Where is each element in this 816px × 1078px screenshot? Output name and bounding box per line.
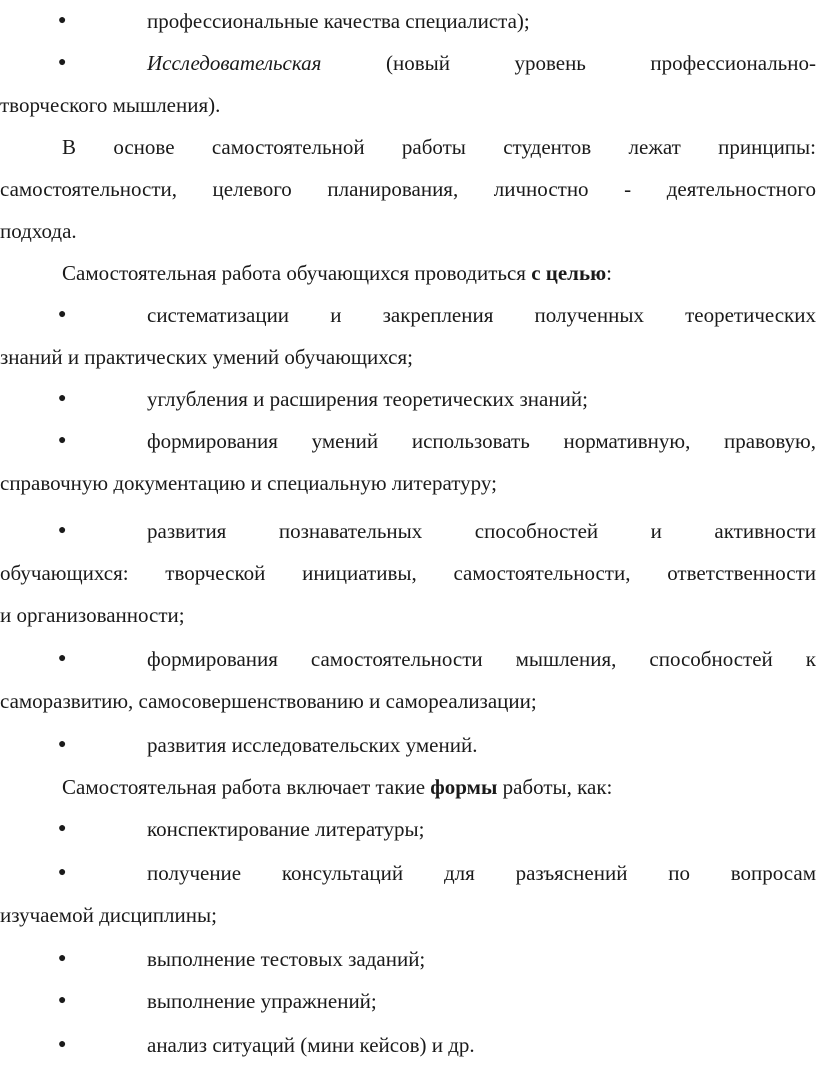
list-item [0, 852, 816, 894]
continuation-text: творческого мышления). [0, 93, 221, 117]
list-item-text: выполнение упражнений; [147, 989, 377, 1013]
list-item [0, 724, 816, 766]
list-item-text: профессиональные качества специалиста); [147, 9, 530, 33]
list-item [0, 0, 816, 42]
bold-term: с целью [531, 261, 607, 285]
list-item-text-rest: (новый уровень профессионально- [321, 51, 816, 75]
paragraph-line [0, 680, 816, 722]
continuation-text: справочную документацию и специальную литературу; [0, 471, 497, 495]
list-item-text: конспектирование литературы; [147, 817, 425, 841]
paragraph-line [0, 168, 816, 210]
paragraph-line [0, 210, 816, 252]
paragraph-line [0, 552, 816, 594]
list-item-text: углубления и расширения теоретических знаний; [147, 387, 588, 411]
list-item-text: получение консультаций для разъяснений по вопросам [147, 861, 816, 885]
list-item-text [147, 42, 816, 84]
paragraph-line [0, 462, 816, 504]
paragraph-line [0, 894, 816, 936]
paragraph-line [0, 594, 816, 636]
paragraph-line [0, 336, 816, 378]
list-item [0, 1024, 816, 1066]
italic-term: Исследовательская [147, 51, 322, 75]
paragraph-line [0, 766, 816, 808]
continuation-text: изучаемой дисциплины; [0, 903, 217, 927]
bold-term: формы [430, 775, 498, 799]
continuation-text: саморазвитию, самосовершенствованию и самореализации; [0, 689, 537, 713]
list-item [0, 420, 816, 462]
continuation-text: обучающихся: творческой инициативы, самостоятельности, ответственности [0, 561, 816, 585]
list-item-text: формирования самостоятельности мышления, способностей к [147, 647, 816, 671]
bullet-icon [58, 808, 66, 850]
paragraph-text-part: Самостоятельная работа включает такие [62, 775, 431, 799]
list-item [0, 378, 816, 420]
continuation-text: знаний и практических умений обучающихся; [0, 345, 413, 369]
bullet-icon [58, 0, 66, 42]
bullet-icon [58, 510, 66, 552]
list-item [0, 294, 816, 336]
paragraph-line [0, 252, 816, 294]
bullet-icon [58, 294, 66, 336]
paragraph-line [0, 126, 816, 168]
list-item-text: выполнение тестовых заданий; [147, 947, 426, 971]
list-item-text: формирования умений использовать нормативную, правовую, [147, 429, 816, 453]
paragraph-text [62, 766, 816, 808]
paragraph-line [0, 84, 816, 126]
bullet-icon [58, 724, 66, 766]
list-item [0, 638, 816, 680]
list-item [0, 980, 816, 1022]
list-item [0, 938, 816, 980]
bullet-icon [58, 638, 66, 680]
list-item [0, 808, 816, 850]
paragraph-text-part: : [606, 261, 612, 285]
bullet-icon [58, 42, 66, 84]
continuation-text: и организованности; [0, 603, 185, 627]
list-item-text: развития исследовательских умений. [147, 733, 478, 757]
bullet-icon [58, 378, 66, 420]
list-item-text: анализ ситуаций (мини кейсов) и др. [147, 1033, 475, 1057]
paragraph-text: подхода. [0, 219, 77, 243]
bullet-icon [58, 420, 66, 462]
list-item [0, 510, 816, 552]
paragraph-text-part: Самостоятельная работа обучающихся проводиться [62, 261, 532, 285]
list-item-text: систематизации и закрепления полученных теоретических [147, 303, 816, 327]
list-item [0, 42, 816, 84]
bullet-icon [58, 852, 66, 894]
paragraph-text: самостоятельности, целевого планирования, личностно - деятельностного [0, 177, 816, 201]
bullet-icon [58, 1024, 66, 1066]
bullet-icon [58, 980, 66, 1022]
bullet-icon [58, 938, 66, 980]
list-item-text: развития познавательных способностей и активности [147, 519, 816, 543]
paragraph-text [62, 252, 816, 294]
paragraph-text-part: работы, как: [497, 775, 613, 799]
paragraph-text: В основе самостоятельной работы студентов лежат принципы: [62, 135, 816, 159]
